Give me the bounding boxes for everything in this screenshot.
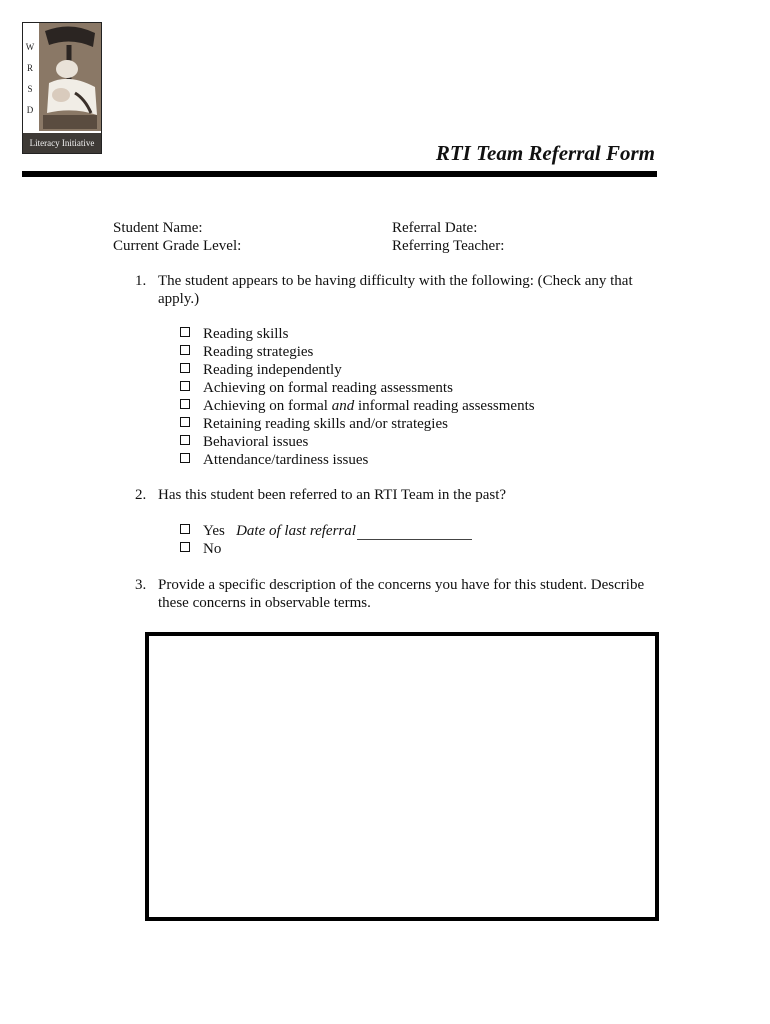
- checkbox-icon[interactable]: [180, 435, 190, 445]
- q1-option[interactable]: [180, 451, 535, 469]
- option-label-emphasis: and: [331, 398, 355, 414]
- question-number: 2.: [135, 487, 147, 503]
- referring-teacher-label: Referring Teacher:: [392, 238, 505, 254]
- q1-option[interactable]: [180, 343, 535, 361]
- title-rule: [22, 171, 657, 177]
- question-3: [135, 576, 655, 612]
- reading-child-illustration: [39, 23, 101, 131]
- option-label: Reading strategies: [203, 344, 314, 360]
- logo-letter: S: [27, 84, 33, 94]
- q1-option[interactable]: [180, 325, 535, 343]
- question-text: Has this student been referred to an RTI Team in the past?: [158, 487, 507, 503]
- last-referral-date-label: Date of last referral: [236, 523, 356, 539]
- logo-letter: W: [25, 42, 35, 52]
- checkbox-icon[interactable]: [180, 345, 190, 355]
- concerns-response-box[interactable]: [145, 632, 659, 921]
- current-grade-label: Current Grade Level:: [113, 238, 242, 254]
- logo-photo: [39, 23, 101, 131]
- checkbox-icon[interactable]: [180, 542, 190, 552]
- form-title: RTI Team Referral Form: [435, 141, 655, 165]
- logo-letter: R: [26, 63, 33, 73]
- option-label-pre: Achieving on formal: [203, 398, 332, 414]
- checkbox-icon[interactable]: [180, 417, 190, 427]
- q2-options: [180, 522, 472, 558]
- question-text: Provide a specific description of the concerns you have for this student. Describe these concerns in observable terms.: [158, 577, 645, 611]
- option-label: Behavioral issues: [203, 434, 309, 450]
- student-name-label: Student Name:: [113, 220, 203, 236]
- checkbox-icon[interactable]: [180, 327, 190, 337]
- q1-options: [180, 325, 535, 469]
- q1-option[interactable]: [180, 397, 535, 415]
- logo-letters: [23, 37, 37, 121]
- question-text: The student appears to be having difficulty with the following: (Check any that apply.): [158, 273, 633, 307]
- logo: [22, 22, 102, 154]
- q1-option[interactable]: [180, 415, 535, 433]
- option-label: Attendance/tardiness issues: [203, 452, 369, 468]
- checkbox-icon[interactable]: [180, 453, 190, 463]
- yes-label: Yes: [203, 523, 225, 539]
- checkbox-icon[interactable]: [180, 381, 190, 391]
- q1-option[interactable]: [180, 361, 535, 379]
- checkbox-icon[interactable]: [180, 524, 190, 534]
- logo-letter: D: [26, 105, 34, 115]
- logo-caption: Literacy Initiative: [23, 133, 101, 153]
- checkbox-icon[interactable]: [180, 399, 190, 409]
- no-label: No: [203, 541, 222, 557]
- question-number: 1.: [135, 273, 147, 289]
- q1-option[interactable]: [180, 379, 535, 397]
- last-referral-date-field[interactable]: [357, 527, 472, 540]
- q2-option-yes[interactable]: [180, 522, 472, 540]
- q2-option-no[interactable]: [180, 540, 472, 558]
- option-label: Reading independently: [203, 362, 342, 378]
- referral-date-label: Referral Date:: [392, 220, 478, 236]
- option-label: Achieving on formal reading assessments: [203, 380, 453, 396]
- question-2: [135, 486, 655, 504]
- option-label: Retaining reading skills and/or strategies: [203, 416, 448, 432]
- question-number: 3.: [135, 577, 147, 593]
- checkbox-icon[interactable]: [180, 363, 190, 373]
- question-1: [135, 272, 655, 308]
- option-label: Reading skills: [203, 326, 289, 342]
- q1-option[interactable]: [180, 433, 535, 451]
- option-label-post: informal reading assessments: [354, 398, 535, 414]
